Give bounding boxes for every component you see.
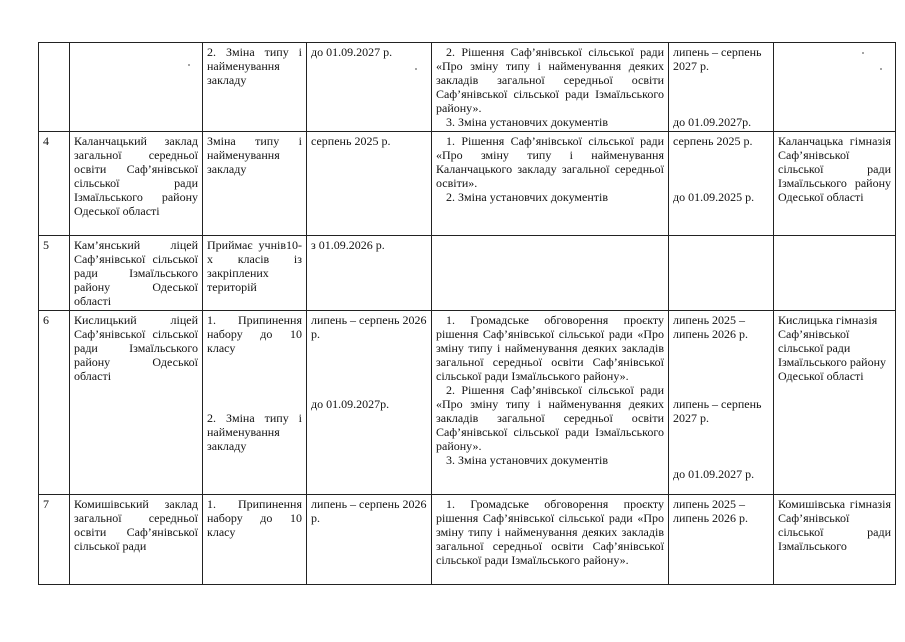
change-description: Приймає учнів10-х класів із закріплених територій (203, 236, 307, 311)
row-number: 6 (39, 311, 70, 495)
new-name: Комишівська гімназія Саф’янівської сільської ради Ізмаїльського (774, 495, 896, 585)
step-item: 1. Громадське обговорення проєкту рішення Саф’янівської сільської ради «Про зміну типу і найменування деяких закладів загальної середньої освіти Саф’янівської сільської ради Ізмаїльського району». (436, 497, 664, 567)
step-item: 2. Рішення Саф’янівської сільської ради «Про зміну типу і найменування деяких закладів загальної середньої освіти Саф’янівської сільської ради Ізмаїльського району». (436, 383, 664, 453)
implementation-steps (432, 311, 669, 495)
term-item: липень – серпень 2027 р. (673, 45, 762, 73)
change-item: 1. Припинення набору до 10 класу (207, 313, 302, 355)
new-name: Кислицька гімназія Саф’янівської сільської ради Ізмаїльського району Одеської області (774, 311, 896, 495)
term-item: липень 2025 – липень 2026 р. (673, 313, 749, 341)
change-description: Зміна типу і найменування закладу (203, 132, 307, 236)
term-item: серпень 2025 р. (673, 134, 753, 148)
institution-name: Кам’янський ліцей Саф’янівської сільської ради Ізмаїльського району Одеської області (70, 236, 203, 311)
change-date: серпень 2025 р. (307, 132, 432, 236)
change-item: 2. Зміна типу і найменування закладу (207, 411, 302, 453)
change-date: до 01.09.2027 р. (307, 43, 432, 132)
institution-name: Кислицький ліцей Саф’янівської сільської ради Ізмаїльського району Одеської області (70, 311, 203, 495)
term-item: липень 2025 – липень 2026 р. (673, 497, 749, 525)
implementation-steps (432, 132, 669, 236)
row-number: 7 (39, 495, 70, 585)
term-item: до 01.09.2027 р. (673, 467, 755, 481)
change-description: 1. Припинення набору до 10 класу (203, 495, 307, 585)
date-item: липень – серпень 2026 р. (311, 313, 427, 341)
table-row (39, 132, 896, 236)
implementation-terms (669, 311, 774, 495)
change-description (203, 311, 307, 495)
step-item: 1. Громадське обговорення проєкту рішення Саф’янівської сільської ради «Про зміну типу і найменування деяких закладів загальної середньої освіти Саф’янівської сільської ради Ізмаїльського району». (436, 313, 664, 383)
change-date: з 01.09.2026 р. (307, 236, 432, 311)
change-description: 2. Зміна типу і найменування закладу (203, 43, 307, 132)
term-item: липень – серпень 2027 р. (673, 397, 762, 425)
new-name (774, 43, 896, 132)
change-date (307, 311, 432, 495)
implementation-steps (432, 43, 669, 132)
step-item: 3. Зміна установчих документів (446, 115, 609, 129)
change-date: липень – серпень 2026 р. (307, 495, 432, 585)
row-number (39, 43, 70, 132)
table-row (39, 311, 896, 495)
implementation-steps (432, 495, 669, 585)
date-item: до 01.09.2027р. (311, 397, 390, 411)
implementation-terms (669, 236, 774, 311)
implementation-terms (669, 495, 774, 585)
row-number: 5 (39, 236, 70, 311)
step-item: 3. Зміна установчих документів (446, 453, 609, 467)
table-row (39, 43, 896, 132)
implementation-steps (432, 236, 669, 311)
table-row (39, 236, 896, 311)
implementation-terms (669, 43, 774, 132)
new-name (774, 236, 896, 311)
step-item: 2. Зміна установчих документів (446, 190, 609, 204)
step-item: 2. Рішення Саф’янівської сільської ради «Про зміну типу і найменування деяких закладів загальної середньої освіти Саф’янівської сільської ради Ізмаїльського району». (436, 45, 664, 115)
row-number: 4 (39, 132, 70, 236)
term-item: до 01.09.2025 р. (673, 190, 755, 204)
reform-plan-table (38, 42, 896, 585)
institution-name (70, 43, 203, 132)
term-item: до 01.09.2027р. (673, 115, 752, 129)
step-item: 1. Рішення Саф’янівської сільської ради «Про зміну типу і найменування Каланчацького закладу загальної середньої освіти». (436, 134, 664, 190)
institution-name: Каланчацький заклад загальної середньої освіти Саф’янівської сільської ради Ізмаїльського району Одеської області (70, 132, 203, 236)
table-row (39, 495, 896, 585)
institution-name: Комишівський заклад загальної середньої освіти Саф’янівської сільської ради (70, 495, 203, 585)
implementation-terms (669, 132, 774, 236)
new-name: Каланчацька гімназія Саф’янівської сільської ради Ізмаїльського району Одеської області (774, 132, 896, 236)
